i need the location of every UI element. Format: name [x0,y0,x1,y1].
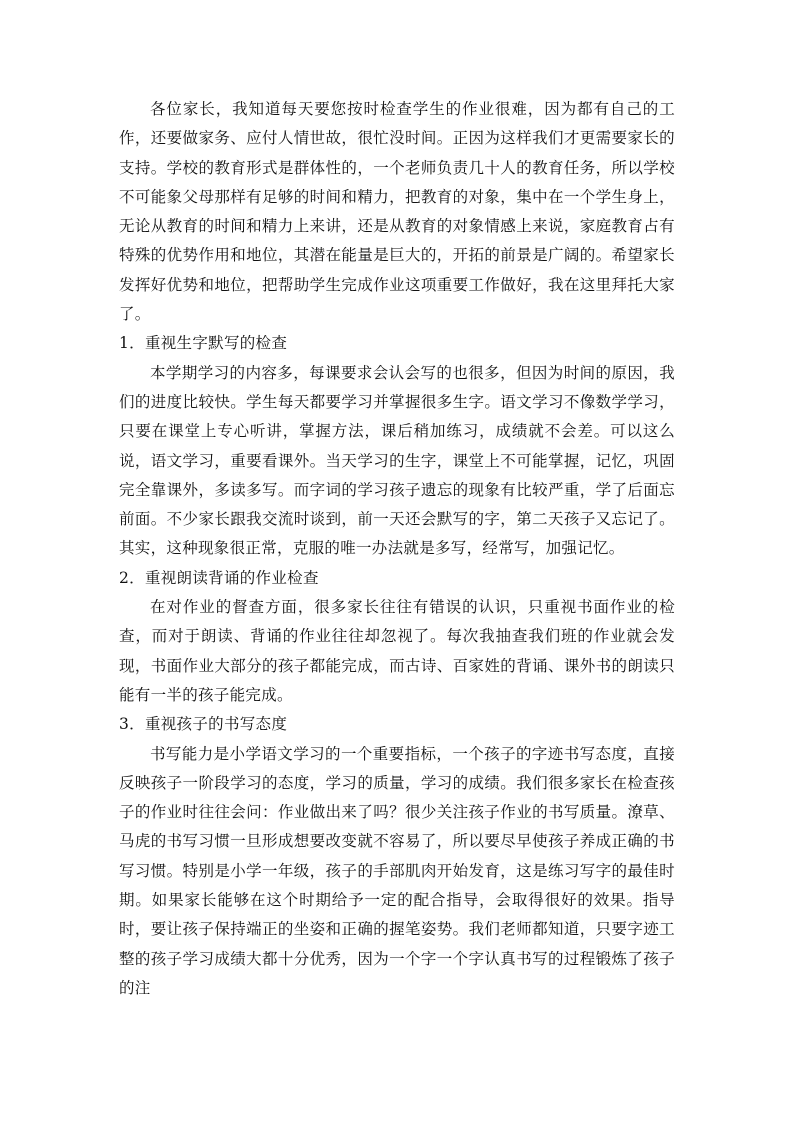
intro-paragraph: 各位家长，我知道每天要您按时检查学生的作业很难，因为都有自己的工作，还要做家务、应付人情世故，很忙没时间。正因为这样我们才更需要家长的支持。学校的教育形式是群体性的，一个老师负责几十人的教育任务，所以学校不可能象父母那样有足够的时间和精力，把教育的对象，集中在一个学生身上，无论从教育的时间和精力上来讲，还是从教育的对象情感上来说，家庭教育占有特殊的优势作用和地位，其潜在能量是巨大的，开拓的前景是广阔的。希望家长发挥好优势和地位，把帮助学生完成作业这项重要工作做好，我在这里拜托大家了。 [119,100,675,324]
section-body-3: 书写能力是小学语文学习的一个重要指标，一个孩子的字迹书写态度，直接反映孩子一阶段学习的态度，学习的质量，学习的成绩。我们很多家长在检查孩子的作业时往往会问：作业做出来了吗？很少关注孩子作业的书写质量。潦草、马虎的书写习惯一旦形成想要改变就不容易了，所以要尽早使孩子养成正确的书写习惯。特别是小学一年级，孩子的手部肌肉开始发育，这是练习写字的最佳时期。如果家长能够在这个时期给予一定的配合指导，会取得很好的效果。指导时，要让孩子保持端正的坐姿和正确的握笔姿势。我们老师都知道，只要字迹工整的孩子学习成绩大都十分优秀，因为一个字一个字认真书写的过程锻炼了孩子的注 [119,744,675,997]
section-body-2: 在对作业的督查方面，很多家长往往有错误的认识，只重视书面作业的检查，而对于朗读、背诵的作业往往却忽视了。每次我抽查我们班的作业就会发现，书面作业大部分的孩子都能完成，而古诗、百家姓的背诵、课外书的朗读只能有一半的孩子能完成。 [119,598,675,704]
document-body [119,95,675,1003]
section-heading-2: 2．重视朗读背诵的作业检查 [119,568,319,587]
section-heading-1: 1．重视生字默写的检查 [119,334,288,353]
section-heading-3: 3．重视孩子的书写态度 [119,715,288,734]
section-body-1: 本学期学习的内容多，每课要求会认会写的也很多，但因为时间的原因，我们的进度比较快。学生每天都要学习并掌握很多生字。语文学习不像数学学习，只要在课堂上专心听讲，掌握方法，课后稍加练习，成绩就不会差。可以这么说，语文学习，重要看课外。当天学习的生字，课堂上不可能掌握，记忆，巩固完全靠课外，多读多写。而字词的学习孩子遗忘的现象有比较严重，学了后面忘前面。不少家长跟我交流时谈到，前一天还会默写的字，第二天孩子又忘记了。其实，这种现象很正常，克服的唯一办法就是多写，经常写，加强记忆。 [119,363,675,558]
